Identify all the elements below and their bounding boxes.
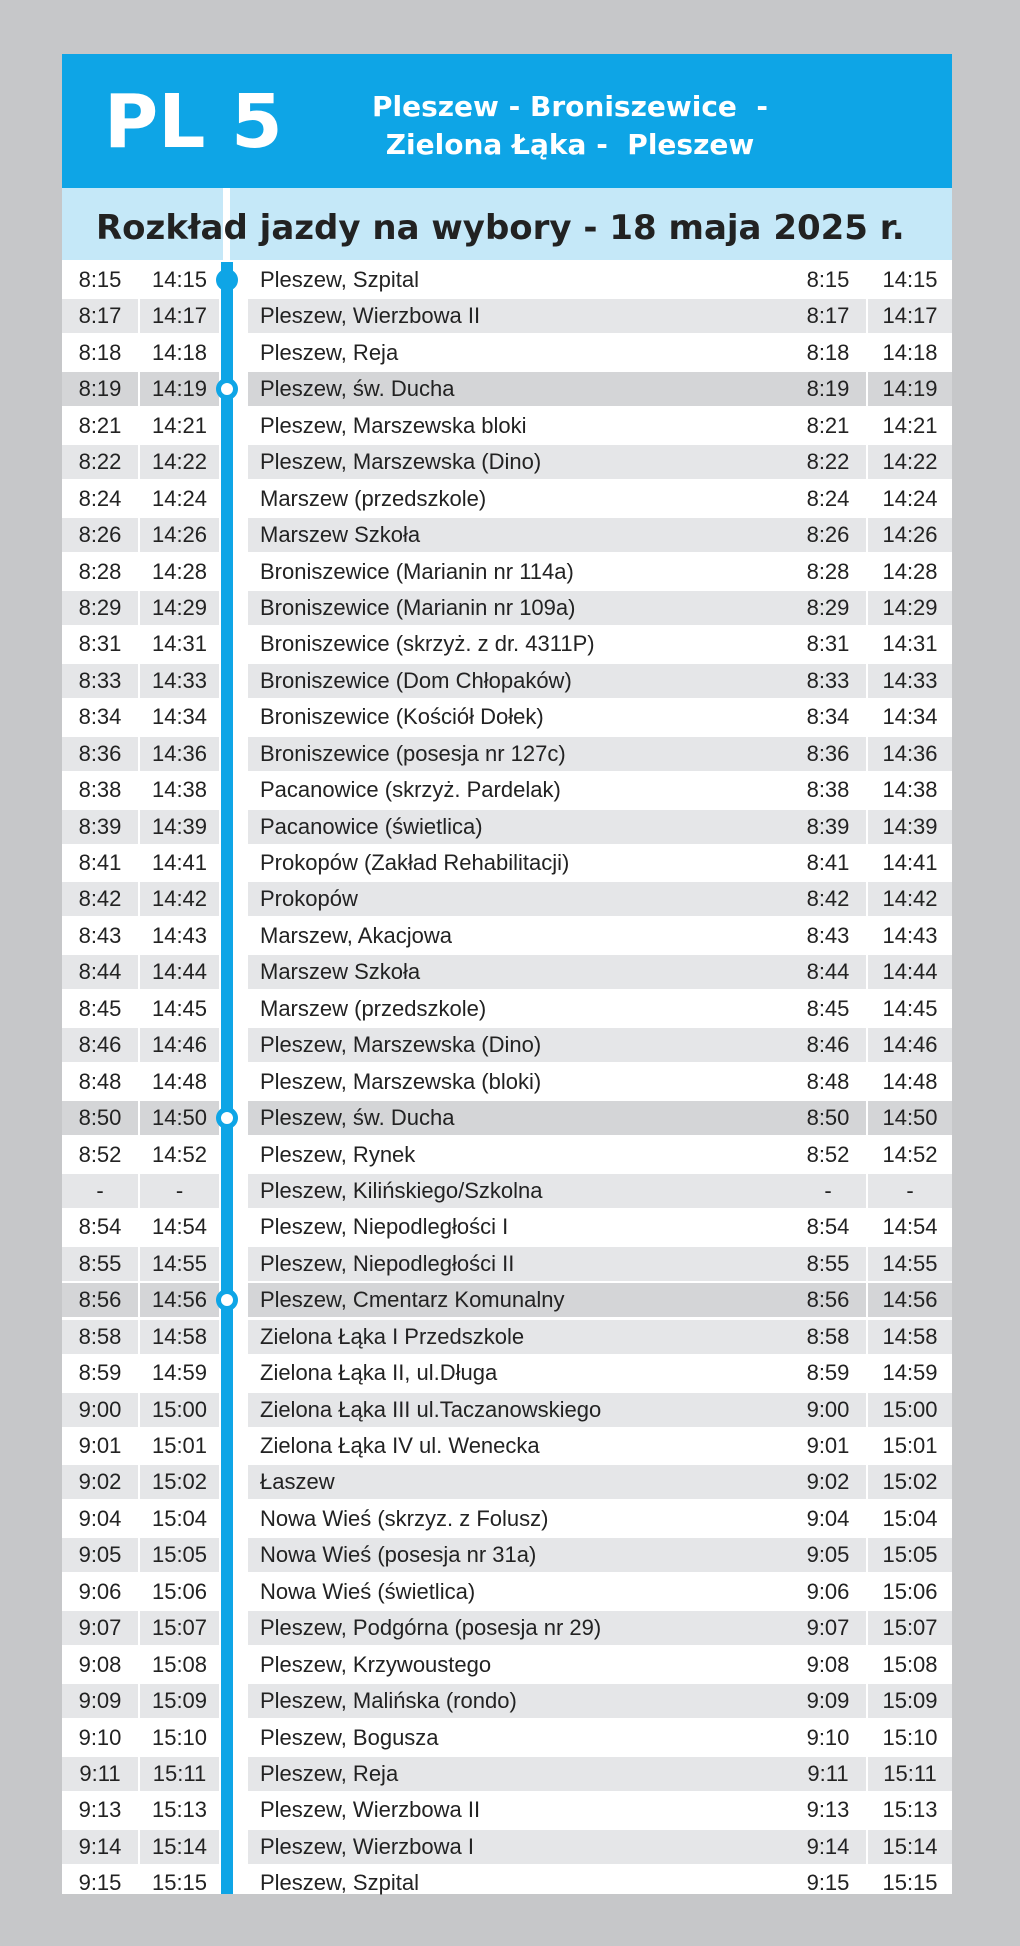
departure-time-afternoon: 14:39 [140,810,219,844]
table-row [62,1355,952,1391]
departure-time-morning: 8:17 [62,299,138,333]
stop-name: Broniszewice (Marianin nr 109a) [248,591,792,625]
departure-time-afternoon: 14:31 [151,631,208,657]
return-time-afternoon: 14:15 [882,267,938,292]
departure-time-morning: 8:59 [78,1360,122,1386]
stop-name: Pleszew, Kilińskiego/Szkolna [248,1174,792,1208]
departure-time-afternoon: 14:24 [151,485,208,511]
departure-time-afternoon: 14:19 [140,372,219,406]
departure-time-afternoon: 14:33 [140,664,219,698]
table-row [62,517,952,553]
table-row [62,1428,952,1464]
stop-name: Pleszew, Wierzbowa II [260,1797,481,1823]
departure-time-afternoon: 14:46 [140,1028,219,1062]
departure-time-afternoon: 15:06 [151,1578,208,1604]
return-time-morning: 8:18 [806,339,850,365]
return-time-afternoon: 14:34 [882,704,938,730]
return-time-afternoon: 15:00 [868,1393,952,1427]
stop-name: Pleszew, Cmentarz Komunalny [248,1283,792,1317]
departure-time-morning: 9:07 [62,1611,138,1645]
departure-time-morning: 8:48 [78,1068,122,1094]
departure-time-afternoon: 14:18 [151,339,208,365]
route-name-line-2: Zielona Łąka - Pleszew [385,128,755,161]
return-time-morning: 8:39 [790,810,866,844]
return-time-afternoon: 15:07 [868,1611,952,1645]
departure-time-morning: 8:29 [62,591,138,625]
return-time-morning: 8:43 [806,922,850,948]
departure-time-morning: 8:44 [62,955,138,989]
stops-table [62,262,952,1902]
stop-name: Pleszew, Malińska (rondo) [248,1684,792,1718]
table-row [62,1209,952,1245]
stop-name: Pleszew, Marszewska (bloki) [260,1068,542,1094]
return-time-morning: 8:34 [806,704,850,730]
departure-time-afternoon: 14:43 [151,922,208,948]
departure-time-morning: 8:50 [62,1101,138,1135]
departure-time-afternoon: 14:44 [140,955,219,989]
table-row [62,626,952,662]
table-row [62,1501,952,1537]
return-time-afternoon: 14:46 [868,1028,952,1062]
table-row [62,590,952,626]
return-time-morning: 9:06 [806,1578,850,1604]
departure-time-afternoon: 14:28 [151,558,208,584]
stop-name: Pacanowice (świetlica) [248,810,792,844]
departure-time-afternoon: 15:15 [151,1870,208,1896]
table-row [62,1610,952,1646]
table-row [62,1756,952,1792]
table-row [62,1100,952,1136]
return-time-morning: - [790,1174,866,1208]
stop-name: Nowa Wieś (posesja nr 31a) [248,1538,792,1572]
departure-time-morning: - [62,1174,138,1208]
return-time-afternoon: 14:26 [868,518,952,552]
return-time-afternoon: 14:42 [868,882,952,916]
departure-time-afternoon: 14:54 [151,1214,208,1240]
departure-time-morning: 8:24 [78,485,122,511]
table-row [62,1173,952,1209]
return-time-morning: 8:52 [806,1141,850,1167]
stop-name: Pleszew, Szpital [260,267,419,292]
departure-time-morning: 8:45 [78,995,122,1021]
departure-time-morning: 9:01 [78,1433,122,1458]
departure-time-morning: 9:09 [62,1684,138,1718]
departure-time-morning: 8:38 [78,777,122,803]
departure-time-afternoon: 14:48 [151,1068,208,1094]
departure-time-afternoon: 14:21 [151,412,208,438]
departure-time-afternoon: 15:09 [140,1684,219,1718]
table-row [62,481,952,517]
return-time-morning: 8:50 [790,1101,866,1135]
table-row [62,1246,952,1282]
stop-name: Marszew (przedszkole) [260,485,487,511]
return-time-morning: 8:24 [806,485,850,511]
stop-name: Pleszew, Niepodległości II [248,1247,792,1281]
stop-name: Pleszew, Krzywoustego [260,1651,492,1677]
return-time-afternoon: 14:43 [882,922,938,948]
subtitle-band [62,188,952,260]
stop-name: Zielona Łąka I Przedszkole [248,1320,792,1354]
departure-time-afternoon: 15:04 [151,1505,208,1531]
stop-name: Pleszew, Szpital [260,1870,419,1896]
return-time-afternoon: 14:18 [882,339,938,365]
table-row [62,699,952,735]
return-time-morning: 8:54 [806,1214,850,1240]
stop-name: Pleszew, św. Ducha [248,1101,792,1135]
departure-time-afternoon: 15:08 [151,1651,208,1677]
departure-time-morning: 8:21 [78,412,122,438]
return-time-afternoon: 14:24 [882,485,938,511]
departure-time-morning: 8:31 [78,631,122,657]
table-row [62,1574,952,1610]
table-row [62,335,952,371]
departure-time-morning: 8:36 [62,737,138,771]
departure-time-morning: 8:58 [62,1320,138,1354]
table-row [62,298,952,334]
departure-time-morning: 8:28 [78,558,122,584]
return-time-morning: 9:07 [790,1611,866,1645]
stop-name: Pleszew, Podgórna (posesja nr 29) [248,1611,792,1645]
stop-name: Marszew Szkoła [248,518,792,552]
table-row [62,408,952,444]
timetable-card [62,54,952,1894]
return-time-morning: 8:28 [806,558,850,584]
departure-time-morning: 8:18 [78,339,122,365]
stop-name: Zielona Łąka IV ul. Wenecka [260,1433,540,1458]
departure-time-afternoon: 15:07 [140,1611,219,1645]
return-time-morning: 8:26 [790,518,866,552]
departure-time-morning: 8:34 [78,704,122,730]
table-row [62,954,952,990]
departure-time-afternoon: 14:38 [151,777,208,803]
return-time-afternoon: 14:28 [882,558,938,584]
return-time-afternoon: 15:04 [882,1505,938,1531]
table-row [62,1137,952,1173]
stop-name: Pleszew, Bogusza [260,1724,439,1750]
route-start-marker-icon [216,269,238,291]
return-time-morning: 9:15 [806,1870,850,1896]
return-time-afternoon: 14:19 [868,372,952,406]
return-time-morning: 8:33 [790,664,866,698]
return-time-afternoon: 14:58 [868,1320,952,1354]
return-time-morning: 8:41 [806,850,850,875]
departure-time-morning: 9:05 [62,1538,138,1572]
departure-time-afternoon: 15:14 [140,1830,219,1864]
stop-name: Łaszew [248,1465,792,1499]
departure-time-afternoon: 14:36 [140,737,219,771]
table-row [62,1064,952,1100]
departure-time-afternoon: 14:26 [140,518,219,552]
route-stop-marker-icon [216,1289,238,1311]
departure-time-morning: 9:08 [78,1651,122,1677]
departure-time-afternoon: 14:55 [140,1247,219,1281]
return-time-afternoon: - [868,1174,952,1208]
departure-time-morning: 8:22 [62,445,138,479]
departure-time-afternoon: 14:50 [140,1101,219,1135]
return-time-morning: 9:14 [790,1830,866,1864]
return-time-afternoon: 14:22 [868,445,952,479]
return-time-afternoon: 15:13 [882,1797,938,1823]
stop-name: Broniszewice (skrzyż. z dr. 4311P) [260,631,595,657]
departure-time-morning: 8:39 [62,810,138,844]
stop-name: Pleszew, św. Ducha [248,372,792,406]
return-time-morning: 9:10 [806,1724,850,1750]
return-time-afternoon: 14:56 [868,1283,952,1317]
return-time-morning: 8:44 [790,955,866,989]
departure-time-afternoon: 15:02 [140,1465,219,1499]
departure-time-morning: 8:56 [62,1283,138,1317]
return-time-morning: 9:01 [806,1433,850,1458]
departure-time-afternoon: 14:58 [140,1320,219,1354]
return-time-afternoon: 15:06 [882,1578,938,1604]
table-row [62,1464,952,1500]
return-time-morning: 8:21 [806,412,850,438]
departure-time-morning: 9:06 [78,1578,122,1604]
return-time-afternoon: 15:08 [882,1651,938,1677]
return-time-afternoon: 14:48 [882,1068,938,1094]
return-time-afternoon: 14:52 [882,1141,938,1167]
stop-name: Pleszew, Reja [248,1757,792,1791]
departure-time-morning: 9:02 [62,1465,138,1499]
stop-name: Zielona Łąka III ul.Taczanowskiego [248,1393,792,1427]
departure-time-afternoon: 14:56 [140,1283,219,1317]
return-time-morning: 8:22 [790,445,866,479]
return-time-morning: 8:55 [790,1247,866,1281]
stop-name: Broniszewice (posesja nr 127c) [248,737,792,771]
departure-time-afternoon: 14:59 [151,1360,208,1386]
return-time-morning: 8:17 [790,299,866,333]
table-row [62,1792,952,1828]
return-time-afternoon: 14:50 [868,1101,952,1135]
return-time-morning: 9:00 [790,1393,866,1427]
return-time-morning: 8:15 [806,267,850,292]
return-time-afternoon: 14:36 [868,737,952,771]
table-row [62,1282,952,1318]
stop-name: Broniszewice (Kościół Dołek) [260,704,544,730]
return-time-morning: 9:13 [806,1797,850,1823]
departure-time-afternoon: 14:52 [151,1141,208,1167]
departure-time-morning: 8:33 [62,664,138,698]
return-time-afternoon: 14:38 [882,777,938,803]
stop-name: Nowa Wieś (świetlica) [260,1578,476,1604]
return-time-afternoon: 15:02 [868,1465,952,1499]
table-row [62,1537,952,1573]
table-row [62,809,952,845]
table-row [62,736,952,772]
stop-name: Pleszew, Reja [260,339,399,365]
return-time-morning: 8:59 [806,1360,850,1386]
return-time-afternoon: 14:45 [882,995,938,1021]
route-name-line-1: Pleszew - Broniszewice - [371,90,769,123]
departure-time-afternoon: 14:15 [151,267,208,292]
stop-name: Nowa Wieś (skrzyz. z Folusz) [260,1505,549,1531]
return-time-morning: 8:29 [790,591,866,625]
table-row [62,881,952,917]
return-time-afternoon: 14:33 [868,664,952,698]
return-time-morning: 9:05 [790,1538,866,1572]
return-time-morning: 8:36 [790,737,866,771]
departure-time-morning: 9:00 [62,1393,138,1427]
return-time-morning: 9:02 [790,1465,866,1499]
departure-time-morning: 8:55 [62,1247,138,1281]
table-row [62,1865,952,1901]
table-row [62,1683,952,1719]
return-time-afternoon: 15:01 [882,1433,938,1458]
return-time-afternoon: 15:05 [868,1538,952,1572]
stop-name: Pleszew, Marszewska bloki [260,412,527,438]
stop-name: Broniszewice (Dom Chłopaków) [248,664,792,698]
table-row [62,262,952,298]
departure-time-afternoon: - [140,1174,219,1208]
route-stop-marker-icon [216,1107,238,1129]
page-title: Rozkład jazdy na wybory - 18 maja 2025 r. [96,208,905,248]
return-time-afternoon: 15:09 [868,1684,952,1718]
departure-time-afternoon: 15:05 [140,1538,219,1572]
departure-time-afternoon: 15:00 [140,1393,219,1427]
departure-time-afternoon: 15:01 [151,1433,208,1458]
route-name [330,88,810,164]
stop-name: Broniszewice (Marianin nr 114a) [260,558,574,584]
route-header [62,54,952,188]
departure-time-afternoon: 15:13 [151,1797,208,1823]
return-time-afternoon: 15:15 [882,1870,938,1896]
table-row [62,1392,952,1428]
return-time-morning: 8:19 [790,372,866,406]
departure-time-afternoon: 15:11 [140,1757,219,1791]
departure-time-morning: 8:52 [78,1141,122,1167]
return-time-morning: 8:46 [790,1028,866,1062]
return-time-afternoon: 14:44 [868,955,952,989]
departure-time-afternoon: 14:17 [140,299,219,333]
departure-time-morning: 8:46 [62,1028,138,1062]
stop-name: Marszew (przedszkole) [260,995,487,1021]
return-time-morning: 9:09 [790,1684,866,1718]
table-row [62,1720,952,1756]
departure-time-morning: 9:15 [78,1870,122,1896]
return-time-morning: 8:48 [806,1068,850,1094]
return-time-morning: 9:04 [806,1505,850,1531]
departure-time-morning: 9:04 [78,1505,122,1531]
stop-name: Marszew, Akacjowa [260,922,452,948]
table-row [62,444,952,480]
departure-time-morning: 9:14 [62,1830,138,1864]
return-time-afternoon: 14:31 [882,631,938,657]
return-time-morning: 8:56 [790,1283,866,1317]
stop-name: Pleszew, Wierzbowa I [248,1830,792,1864]
return-time-afternoon: 15:14 [868,1830,952,1864]
stop-name: Pleszew, Rynek [260,1141,416,1167]
departure-time-afternoon: 14:29 [140,591,219,625]
table-row [62,991,952,1027]
departure-time-afternoon: 14:34 [151,704,208,730]
return-time-morning: 8:58 [790,1320,866,1354]
return-time-afternoon: 14:21 [882,412,938,438]
return-time-morning: 9:11 [790,1757,866,1791]
stop-name: Pleszew, Marszewska (Dino) [248,445,792,479]
stop-name: Pacanowice (skrzyż. Pardelak) [260,777,561,803]
table-row [62,1647,952,1683]
route-stop-marker-icon [216,378,238,400]
departure-time-morning: 8:42 [62,882,138,916]
table-row [62,663,952,699]
return-time-morning: 9:08 [806,1651,850,1677]
stop-name: Zielona Łąka II, ul.Długa [260,1360,498,1386]
departure-time-morning: 8:41 [78,850,122,875]
return-time-morning: 8:42 [790,882,866,916]
departure-time-morning: 8:43 [78,922,122,948]
departure-time-morning: 9:11 [62,1757,138,1791]
table-row [62,371,952,407]
return-time-afternoon: 14:54 [882,1214,938,1240]
return-time-afternoon: 15:10 [882,1724,938,1750]
stop-name: Pleszew, Niepodległości I [260,1214,509,1240]
stop-name: Prokopów (Zakład Rehabilitacji) [260,850,570,875]
table-row [62,554,952,590]
departure-time-afternoon: 14:45 [151,995,208,1021]
stop-name: Pleszew, Marszewska (Dino) [248,1028,792,1062]
table-row [62,772,952,808]
return-time-afternoon: 14:17 [868,299,952,333]
departure-time-afternoon: 14:22 [140,445,219,479]
departure-time-morning: 8:15 [78,267,122,292]
return-time-morning: 8:38 [806,777,850,803]
departure-time-morning: 9:13 [78,1797,122,1823]
return-time-afternoon: 14:59 [882,1360,938,1386]
table-row [62,1319,952,1355]
return-time-afternoon: 15:11 [868,1757,952,1791]
stop-name: Marszew Szkoła [248,955,792,989]
departure-time-afternoon: 14:41 [151,850,208,875]
route-code: PL 5 [104,79,283,165]
departure-time-morning: 9:10 [78,1724,122,1750]
departure-time-afternoon: 15:10 [151,1724,208,1750]
table-row [62,918,952,954]
departure-time-afternoon: 14:42 [140,882,219,916]
return-time-afternoon: 14:55 [868,1247,952,1281]
return-time-afternoon: 14:29 [868,591,952,625]
departure-time-morning: 8:54 [78,1214,122,1240]
table-row [62,1027,952,1063]
table-row [62,1829,952,1865]
stop-name: Prokopów [248,882,792,916]
stop-name: Pleszew, Wierzbowa II [248,299,792,333]
departure-time-morning: 8:19 [62,372,138,406]
table-row [62,845,952,881]
return-time-afternoon: 14:41 [882,850,938,875]
departure-time-morning: 8:26 [62,518,138,552]
return-time-morning: 8:31 [806,631,850,657]
return-time-afternoon: 14:39 [868,810,952,844]
return-time-morning: 8:45 [806,995,850,1021]
